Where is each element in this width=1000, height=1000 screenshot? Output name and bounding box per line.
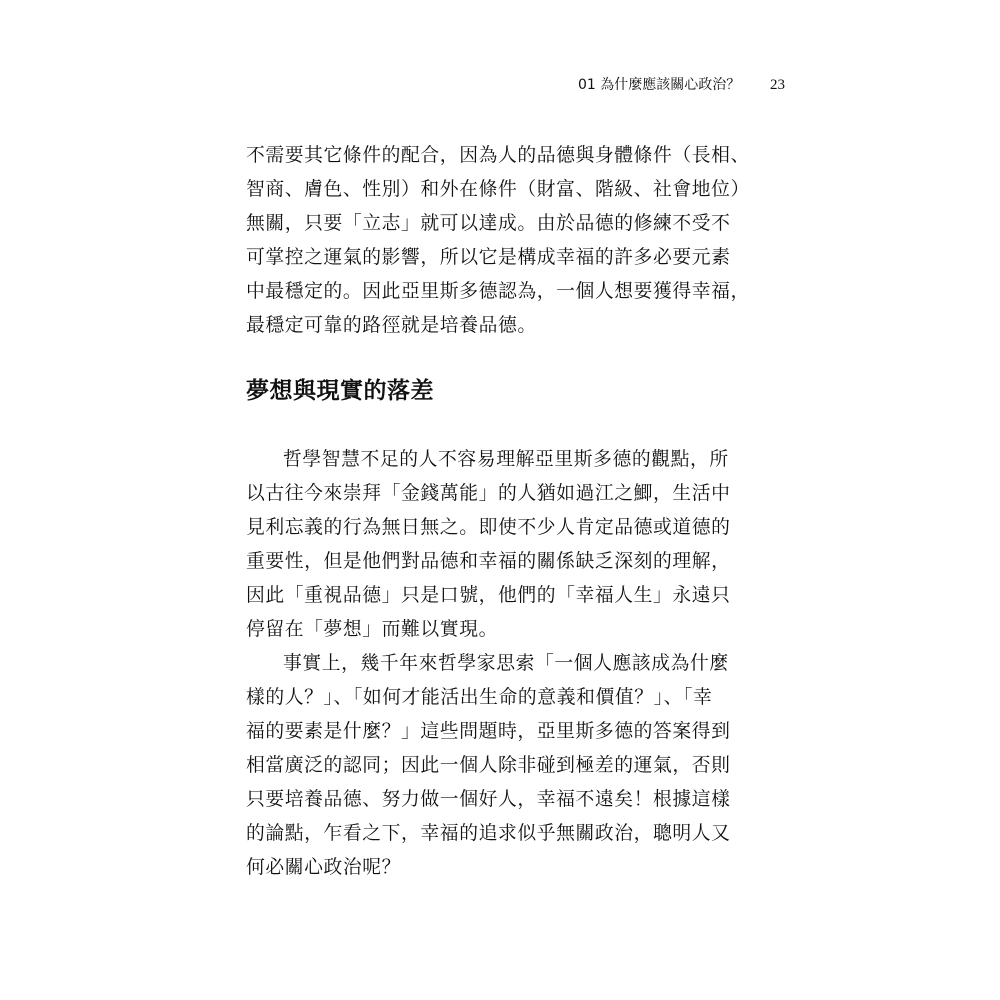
text-line: 最穩定可靠的路徑就是培養品德。 [246,315,537,336]
text-line: 智商、膚色、性別）和外在條件（財富、階級、社會地位） [246,179,750,200]
text-line: 見利忘義的行為無日無之。即使不少人肯定品德或道德的 [246,517,731,538]
text-line: 中最穩定的。因此亞里斯多德認為，一個人想要獲得幸福， [246,281,750,302]
text-line: 以古往今來崇拜「金錢萬能」的人猶如過江之鯽，生活中 [246,483,731,504]
section-heading: 夢想與現實的落差 [246,377,434,404]
text-line: 哲學智慧不足的人不容易理解亞里斯多德的觀點，所 [283,449,729,470]
page-number: 23 [770,77,785,93]
running-head [560,74,790,96]
chapter-title: 01 為什麼應該關心政治？ [578,77,741,93]
text-line: 不需要其它條件的配合，因為人的品德與身體條件（長相、 [246,145,750,166]
text-line: 停留在「夢想」而難以實現。 [246,619,498,640]
text-line: 福的要素是什麼？」這些問題時，亞里斯多德的答案得到 [246,721,731,742]
text-line: 事實上，幾千年來哲學家思索「一個人應該成為什麼 [283,653,729,674]
text-line: 樣的人？」、「如何才能活出生命的意義和價值？」、「幸 [246,687,713,708]
text-line: 因此「重視品德」只是口號，他們的「幸福人生」永遠只 [246,585,731,606]
text-line: 何必關心政治呢？ [246,857,402,878]
text-line: 的論點，乍看之下，幸福的追求似乎無關政治，聰明人又 [246,823,731,844]
text-line: 可掌控之運氣的影響，所以它是構成幸福的許多必要元素 [246,247,731,268]
text-line: 相當廣泛的認同；因此一個人除非碰到極差的運氣，否則 [246,755,731,776]
text-line: 無關，只要「立志」就可以達成。由於品德的修練不受不 [246,213,731,234]
text-line: 重要性，但是他們對品德和幸福的關係缺乏深刻的理解， [246,551,731,572]
text-line: 只要培養品德、努力做一個好人，幸福不遠矣！根據這樣 [246,789,731,810]
